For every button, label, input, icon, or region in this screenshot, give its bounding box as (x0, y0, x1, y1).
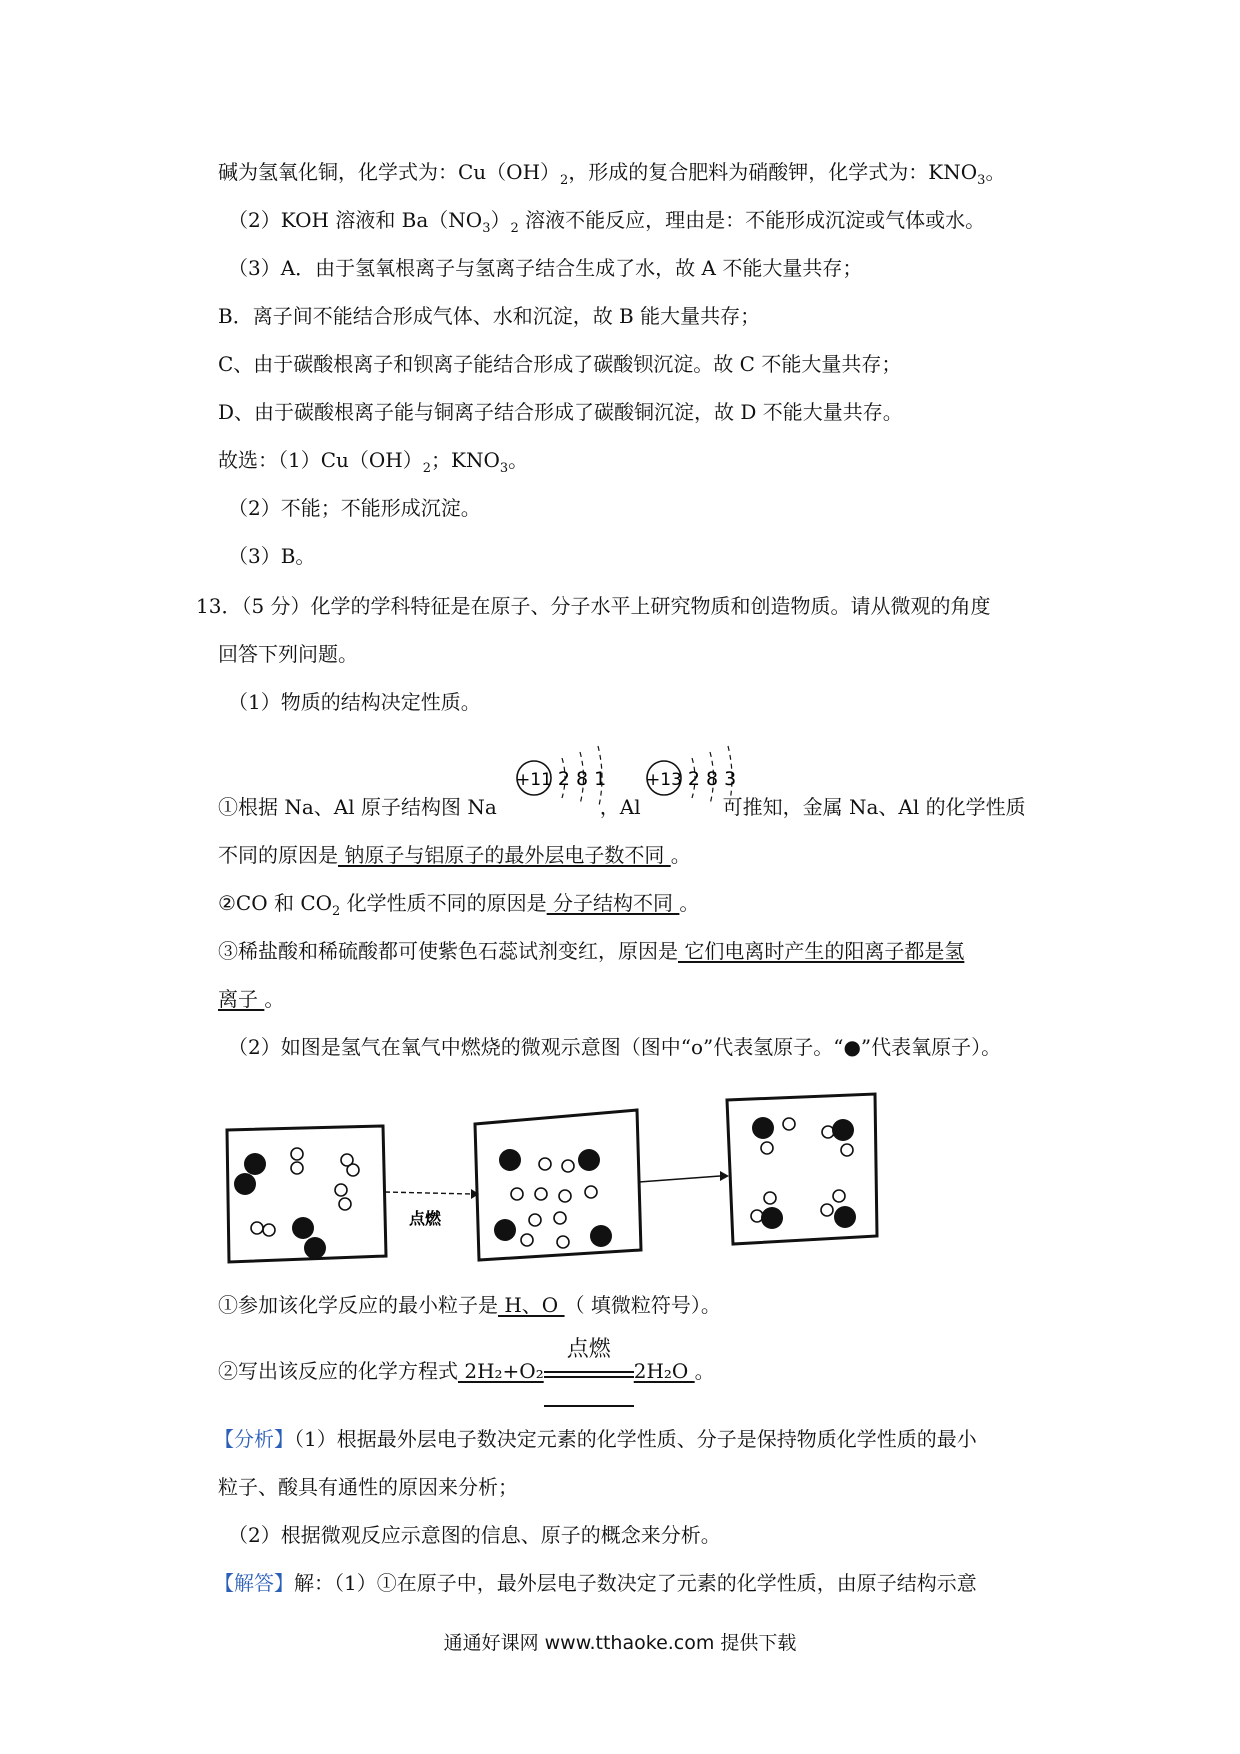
analysis-tag: 【分析】 (214, 1427, 294, 1451)
text-line: 粒子、酸具有通性的原因来分析； (218, 1475, 518, 1499)
text-line: D、由于碳酸根离子能与铜离子结合形成了碳酸铜沉淀，故 D 不能大量共存。 (218, 400, 903, 424)
equation-condition: 点燃 (544, 1361, 634, 1378)
answer-blank: H、O (498, 1293, 565, 1317)
text-line: 回答下列问题。 (218, 642, 358, 666)
text-line: B．离子间不能结合形成气体、水和沉淀，故 B 能大量共存； (218, 304, 761, 328)
text-line: （2）不能；不能形成沉淀。 (228, 496, 481, 520)
reaction-diagram (215, 1080, 995, 1265)
answer-blank: 分子结构不同 (546, 891, 680, 915)
al-shells-label: 2 8 3 (687, 768, 737, 790)
text-line: （1）物质的结构决定性质。 (228, 690, 481, 714)
answer-blank: 2H₂+O₂ (458, 1359, 544, 1383)
text-line: 离子 。 (218, 987, 285, 1011)
arrow-label: 点燃 (408, 1209, 442, 1228)
al-nucleus-label: +13 (646, 770, 682, 790)
text-line: （2）KOH 溶液和 $Ba(NO_3)_2$ 溶液不能反应，理由是：不能形成沉淀或气体或水。 (228, 208, 986, 236)
text-line: （3）A．由于氢氧根离子与氢离子结合生成了水，故 A 不能大量共存； (228, 256, 863, 280)
text-line: （2）根据微观反应示意图的信息、原子的概念来分析。 (228, 1523, 721, 1547)
text-line: 不同的原因是 钠原子与铝原子的最外层电子数不同 。 (218, 843, 691, 867)
text-line: 【解答】解：（1）①在原子中，最外层电子数决定了元素的化学性质，由原子结构示意 (214, 1571, 977, 1595)
answer-blank: 钠原子与铝原子的最外层电子数不同 (338, 843, 671, 867)
solution-tag: 【解答】 (214, 1571, 294, 1595)
na-shells-label: 2 8 1 (557, 768, 607, 790)
text-line: 【分析】（1）根据最外层电子数决定元素的化学性质、分子是保持物质化学性质的最小 (214, 1427, 977, 1451)
text-line: 碱为氢氧化铜，化学式为：$Cu(OH)_2$，形成的复合肥料为硝酸钾，化学式为：$KNO_3$。 (218, 160, 1006, 188)
arrow-1 (385, 1192, 471, 1194)
text-line: C、由于碳酸根离子和钡离子能结合形成了碳酸钡沉淀。故 C 不能大量共存； (218, 352, 902, 376)
answer-blank: 它们电离时产生的阳离子都是氢 (678, 939, 965, 963)
text-line: （2）如图是氢气在氧气中燃烧的微观示意图（图中“o”代表氢原子。“●”代表氧原子）。 (228, 1035, 1002, 1059)
text-line: ②CO 和 $CO_2$ 化学性质不同的原因是 分子结构不同 。 (218, 891, 700, 919)
answer-blank: 2H₂O (633, 1359, 695, 1383)
text-line: 故选：$(1)Cu(OH)_2$；$KNO_3$。 (218, 448, 529, 476)
answer-blank: 离子 (218, 987, 265, 1011)
text-line: （3）B。 (228, 544, 316, 568)
text-line: ①参加该化学反应的最小粒子是 H、O （ 填微粒符号）。 (218, 1293, 721, 1317)
page-footer: 通通好课网 www.tthaoke.com 提供下载 (443, 1632, 797, 1654)
na-nucleus-label: +11 (516, 770, 552, 790)
text-line: ③稀盐酸和稀硫酸都可使紫色石蕊试剂变红，原因是 它们电离时产生的阳离子都是氢 (218, 939, 965, 963)
text-line: ②写出该反应的化学方程式 2H₂+O₂ 点燃 2H₂O 。 (218, 1356, 715, 1386)
text-line: ①根据 Na、Al 原子结构图 Na ，Al 可推知，金属 Na、Al 的化学性质 (218, 795, 1026, 819)
arrow-2 (639, 1176, 720, 1182)
question-heading: 13．（5 分）化学的学科特征是在原子、分子水平上研究物质和创造物质。请从微观的角度 (196, 594, 991, 618)
